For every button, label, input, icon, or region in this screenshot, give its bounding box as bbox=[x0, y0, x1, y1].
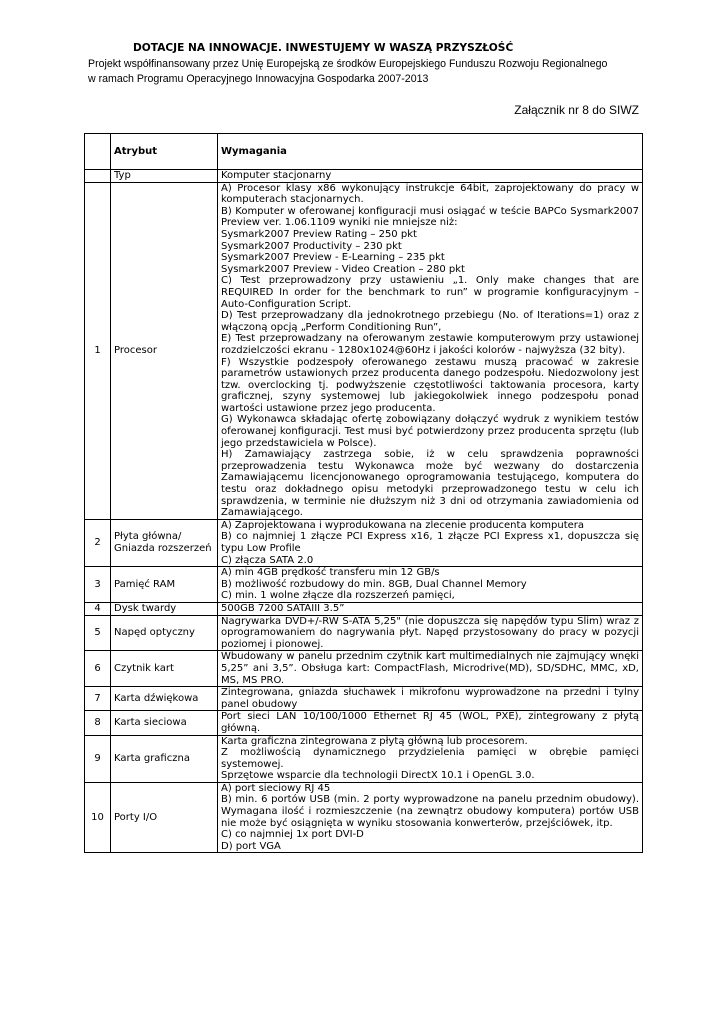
requirement-line: Komputer stacjonarny bbox=[221, 170, 332, 181]
row-number: 2 bbox=[85, 519, 111, 566]
requirement-line: H) Zamawiający zastrzega sobie, iż w celu sprawdzenia poprawności przeprowadzenia testu Wykonawca może być wezwany do dostarczenia Zamawiającemu licencjonowanego oprogramowania testującego, komputera do testu oraz dokładnego opisu metodyki przeprowadzonego testu w celu ich sprawdzenia, w terminie nie dłuższym niż 3 dni od otrzymania zawiadomienia od Zamawiającego. bbox=[221, 449, 639, 519]
requirement-line: E) Test przeprowadzany na oferowanym zestawie komputerowym przy ustawionej rozdzielczości ekranu - 1280x1024@60Hz i jakości kolorów - najwyższa (32 bity). bbox=[221, 333, 639, 356]
requirement-line: G) Wykonawca składając ofertę zobowiązany dołączyć wydruk z wynikiem testów oferowanej konfiguracji. Test musi być potwierdzony przez producenta sprzętu (lub jego przedstawiciela w Polsce). bbox=[221, 414, 639, 449]
table-row bbox=[85, 735, 643, 782]
table-row bbox=[85, 602, 643, 615]
row-attribute: Procesor bbox=[111, 182, 218, 519]
table-row bbox=[85, 567, 643, 603]
requirement-line: B) min. 6 portów USB (min. 2 porty wyprowadzone na panelu przednim obudowy). Wymagana ilość i rozmieszczenie (na zewnątrz obudowy komputera) portów USB nie może być osiągnięta w wyniku stosowania konwerterów, przejściówek, itp. bbox=[221, 794, 639, 829]
requirement-line: Karta graficzna zintegrowana z płytą główną lub procesorem. bbox=[221, 735, 528, 747]
row-requirements bbox=[218, 182, 643, 519]
requirement-line: Zintegrowana, gniazda słuchawek i mikrofonu wyprowadzone na przedni i tylny panel obudowy bbox=[221, 687, 639, 710]
row-requirements bbox=[218, 567, 643, 603]
requirement-line: C) złącza SATA 2.0 bbox=[221, 554, 314, 566]
row-attribute: Karta dźwiękowa bbox=[111, 687, 218, 711]
row-attribute: Napęd optyczny bbox=[111, 615, 218, 651]
row-requirements bbox=[218, 602, 643, 615]
requirement-line: C) Test przeprowadzony przy ustawieniu „1. Only make changes that are REQUIRED In order for the benchmark to run” w programie konfiguracyjnym – Auto-Configuration Script. bbox=[221, 275, 639, 310]
row-requirements bbox=[218, 651, 643, 687]
row-attribute: Czytnik kart bbox=[111, 651, 218, 687]
row-number: 8 bbox=[85, 711, 111, 735]
requirement-line: B) Komputer w oferowanej konfiguracji musi osiągać w teście BAPCo Sysmark2007 Preview ver. 1.06.1109 wyniki nie mniejsze niż: bbox=[221, 205, 639, 229]
table-row bbox=[85, 615, 643, 651]
table-row bbox=[85, 687, 643, 711]
table-header-row bbox=[85, 134, 643, 170]
row-requirements bbox=[218, 519, 643, 566]
row-requirements bbox=[218, 711, 643, 735]
table-row bbox=[85, 170, 643, 183]
row-number: 10 bbox=[85, 782, 111, 853]
table-row bbox=[85, 651, 643, 687]
row-attribute: Karta graficzna bbox=[111, 735, 218, 782]
requirement-line: Wbudowany w panelu przednim czytnik kart multimedialnych nie zajmujący wnęki 5,25” ani 3,5”. Obsługa kart: CompactFlash, Microdrive(MD), SD/SDHC, MMC, xD, MS, MS PRO. bbox=[221, 651, 639, 686]
row-number bbox=[85, 170, 111, 183]
row-requirements bbox=[218, 615, 643, 651]
header-num-cell bbox=[85, 134, 111, 170]
row-attribute: Płyta główna/ Gniazda rozszerzeń bbox=[111, 519, 218, 566]
annex-label: Załącznik nr 8 do SIWZ bbox=[514, 103, 639, 117]
table-row bbox=[85, 519, 643, 566]
row-number: 6 bbox=[85, 651, 111, 687]
row-number: 3 bbox=[85, 567, 111, 603]
header-req-cell: Wymagania bbox=[218, 134, 643, 170]
row-attribute: Typ bbox=[111, 170, 218, 183]
row-attribute: Porty I/O bbox=[111, 782, 218, 853]
row-number: 4 bbox=[85, 602, 111, 615]
requirement-line: C) min. 1 wolne złącze dla rozszerzeń pamięci, bbox=[221, 590, 455, 602]
table-row bbox=[85, 711, 643, 735]
requirement-line: Sprzętowe wsparcie dla technologii DirectX 10.1 i OpenGL 3.0. bbox=[221, 770, 535, 782]
requirement-line: Sysmark2007 Preview Rating – 250 pkt bbox=[221, 228, 417, 240]
header-title: DOTACJE NA INNOWACJE. INWESTUJEMY W WASZĄ PRZYSZŁOŚĆ bbox=[133, 42, 514, 54]
row-number: 7 bbox=[85, 687, 111, 711]
requirement-line: C) co najmniej 1x port DVI-D bbox=[221, 829, 364, 841]
requirement-line: D) port VGA bbox=[221, 840, 281, 852]
requirement-line: Nagrywarka DVD+/-RW S-ATA 5,25" (nie dopuszcza się napędów typu Slim) wraz z oprogramowaniem do nagrywania płyt. Napęd przystosowany do pracy w pozycji poziomej i pionowej. bbox=[221, 615, 639, 650]
requirement-line: Z możliwością dynamicznego przydzielenia pamięci w obrębie pamięci systemowej. bbox=[221, 747, 639, 770]
row-requirements bbox=[218, 170, 643, 183]
table-row bbox=[85, 782, 643, 853]
header-line-1: Projekt współfinansowany przez Unię Europejską ze środków Europejskiego Funduszu Rozwoju Regionalnego bbox=[88, 58, 608, 70]
requirement-line: B) co najmniej 1 złącze PCI Express x16, 1 złącze PCI Express x1, dopuszcza się typu Low Profile bbox=[221, 531, 639, 554]
requirement-line: 500GB 7200 SATAIII 3.5” bbox=[221, 602, 345, 614]
row-requirements bbox=[218, 687, 643, 711]
requirement-line: Sysmark2007 Productivity – 230 pkt bbox=[221, 240, 402, 252]
requirements-table bbox=[84, 133, 643, 853]
table-row bbox=[85, 182, 643, 519]
row-attribute: Pamięć RAM bbox=[111, 567, 218, 603]
requirement-line: Sysmark2007 Preview - E-Learning – 235 pkt bbox=[221, 252, 445, 264]
requirement-line: F) Wszystkie podzespoły oferowanego zestawu muszą pracować w zakresie parametrów ustawionych przez producenta danego podzespołu. Niedozwolony jest tzw. overclocking tj. podwyższenie częstotliwości taktowania procesora, karty graficznej, szyny systemowej lub jakiegokolwiek innego podzespołu ponad wartości ustawione przez jego producenta. bbox=[221, 356, 639, 414]
requirement-line: A) Zaprojektowana i wyprodukowana na zlecenie producenta komputera bbox=[221, 519, 585, 531]
requirement-line: Sysmark2007 Preview - Video Creation – 280 pkt bbox=[221, 263, 465, 275]
row-requirements bbox=[218, 735, 643, 782]
row-number: 1 bbox=[85, 182, 111, 519]
header-attr-cell: Atrybut bbox=[111, 134, 218, 170]
requirement-line: D) Test przeprowadzany dla jednokrotnego przebiegu (No. of Iterations=1) oraz z włączoną opcją „Perform Conditioning Run”, bbox=[221, 310, 639, 333]
requirement-line: A) port sieciowy RJ 45 bbox=[221, 782, 331, 794]
row-attribute: Karta sieciowa bbox=[111, 711, 218, 735]
row-number: 5 bbox=[85, 615, 111, 651]
header-line-2: w ramach Programu Operacyjnego Innowacyjna Gospodarka 2007-2013 bbox=[88, 73, 429, 85]
row-number: 9 bbox=[85, 735, 111, 782]
requirement-line: Port sieci LAN 10/100/1000 Ethernet RJ 45 (WOL, PXE), zintegrowany z płytą główną. bbox=[221, 711, 639, 734]
row-requirements bbox=[218, 782, 643, 853]
requirement-line: B) możliwość rozbudowy do min. 8GB, Dual Channel Memory bbox=[221, 578, 527, 590]
requirement-line: A) min 4GB prędkość transferu min 12 GB/s bbox=[221, 567, 440, 579]
row-attribute: Dysk twardy bbox=[111, 602, 218, 615]
requirement-line: A) Procesor klasy x86 wykonujący instrukcje 64bit, zaprojektowany do pracy w komputerach stacjonarnych. bbox=[221, 182, 639, 206]
